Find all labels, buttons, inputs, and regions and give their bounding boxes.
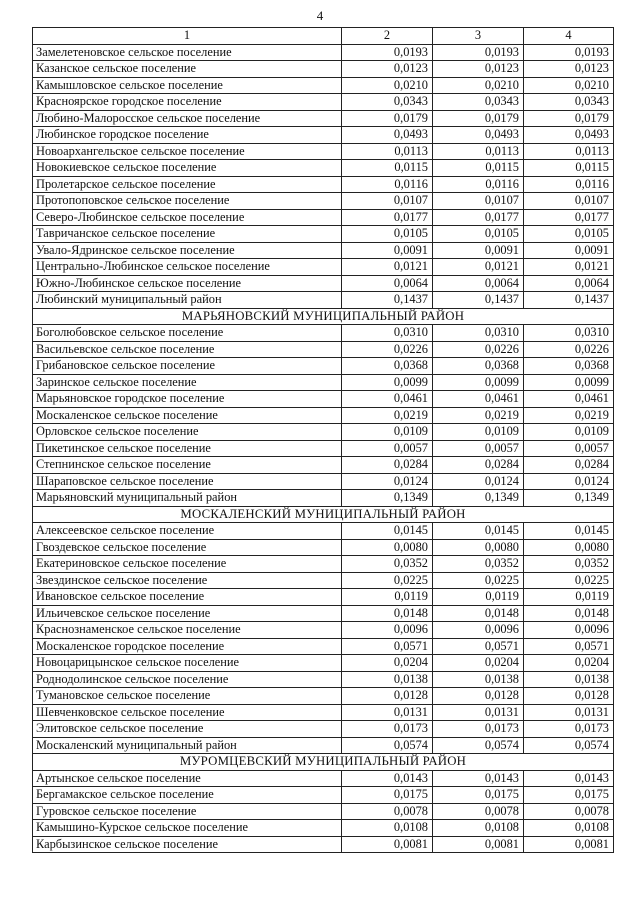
table-row — [33, 374, 614, 391]
section-title: МАРЬЯНОВСКИЙ МУНИЦИПАЛЬНЫЙ РАЙОН — [33, 308, 614, 325]
section-header-row — [33, 506, 614, 523]
value-cell-col-2: 0,0078 — [342, 803, 433, 820]
value-cell-col-4: 0,0225 — [524, 572, 614, 589]
table-row — [33, 457, 614, 474]
value-cell-col-2: 0,0091 — [342, 242, 433, 259]
value-cell-col-2: 0,0109 — [342, 424, 433, 441]
value-cell-col-3: 0,0310 — [433, 325, 524, 342]
value-cell-col-3: 0,0138 — [433, 671, 524, 688]
value-cell-col-4: 0,0108 — [524, 820, 614, 837]
value-cell-col-3: 0,0109 — [433, 424, 524, 441]
value-cell-col-4: 0,0574 — [524, 737, 614, 754]
value-cell-col-3: 0,0143 — [433, 770, 524, 787]
table-row — [33, 655, 614, 672]
settlement-name-cell: Центрально-Любинское сельское поселение — [33, 259, 342, 276]
value-cell-col-4: 0,0177 — [524, 209, 614, 226]
settlement-name-cell: Степнинское сельское поселение — [33, 457, 342, 474]
table-row — [33, 704, 614, 721]
value-cell-col-3: 0,0105 — [433, 226, 524, 243]
value-cell-col-2: 0,0107 — [342, 193, 433, 210]
value-cell-col-4: 0,0143 — [524, 770, 614, 787]
value-cell-col-4: 0,0096 — [524, 622, 614, 639]
value-cell-col-2: 0,0119 — [342, 589, 433, 606]
value-cell-col-4: 0,1349 — [524, 490, 614, 507]
table-row — [33, 721, 614, 738]
page-number: 4 — [316, 8, 324, 23]
settlement-name-cell: Новоцарицынское сельское поселение — [33, 655, 342, 672]
value-cell-col-3: 0,0461 — [433, 391, 524, 408]
value-cell-col-2: 0,0173 — [342, 721, 433, 738]
value-cell-col-2: 0,0138 — [342, 671, 433, 688]
value-cell-col-4: 0,0219 — [524, 407, 614, 424]
settlement-name-cell: Северо-Любинское сельское поселение — [33, 209, 342, 226]
value-cell-col-3: 0,0571 — [433, 638, 524, 655]
settlement-name-cell: Бергамакское сельское поселение — [33, 787, 342, 804]
table-row — [33, 94, 614, 111]
table-row — [33, 160, 614, 177]
value-cell-col-3: 0,0574 — [433, 737, 524, 754]
settlement-name-cell: Любинский муниципальный район — [33, 292, 342, 309]
value-cell-col-3: 0,0193 — [433, 44, 524, 61]
settlement-name-cell: Карбызинское сельское поселение — [33, 836, 342, 853]
value-cell-col-2: 0,0081 — [342, 836, 433, 853]
settlement-name-cell: Шевченковское сельское поселение — [33, 704, 342, 721]
table-row — [33, 391, 614, 408]
settlement-name-cell: Грибановское сельское поселение — [33, 358, 342, 375]
value-cell-col-3: 0,0493 — [433, 127, 524, 144]
value-cell-col-2: 0,1349 — [342, 490, 433, 507]
value-cell-col-2: 0,0108 — [342, 820, 433, 837]
value-cell-col-2: 0,0493 — [342, 127, 433, 144]
settlement-name-cell: Васильевское сельское поселение — [33, 341, 342, 358]
value-cell-col-2: 0,0123 — [342, 61, 433, 78]
value-cell-col-3: 0,0210 — [433, 77, 524, 94]
table-row — [33, 589, 614, 606]
value-cell-col-4: 0,0284 — [524, 457, 614, 474]
value-cell-col-4: 0,0099 — [524, 374, 614, 391]
value-cell-col-2: 0,0099 — [342, 374, 433, 391]
settlement-name-cell: Москаленское сельское поселение — [33, 407, 342, 424]
value-cell-col-3: 0,0352 — [433, 556, 524, 573]
value-cell-col-2: 0,0113 — [342, 143, 433, 160]
settlement-name-cell: Боголюбовское сельское поселение — [33, 325, 342, 342]
settlement-name-cell: Новоархангельское сельское поселение — [33, 143, 342, 160]
table-row — [33, 490, 614, 507]
value-cell-col-4: 0,0123 — [524, 61, 614, 78]
column-header-4: 4 — [524, 28, 614, 45]
table-row — [33, 605, 614, 622]
value-cell-col-4: 0,0116 — [524, 176, 614, 193]
value-cell-col-2: 0,0368 — [342, 358, 433, 375]
value-cell-col-2: 0,0105 — [342, 226, 433, 243]
value-cell-col-4: 0,0107 — [524, 193, 614, 210]
value-cell-col-4: 0,0493 — [524, 127, 614, 144]
settlement-name-cell: Замелетеновское сельское поселение — [33, 44, 342, 61]
value-cell-col-2: 0,0571 — [342, 638, 433, 655]
table-row — [33, 622, 614, 639]
value-cell-col-3: 0,1349 — [433, 490, 524, 507]
value-cell-col-4: 0,0571 — [524, 638, 614, 655]
table-row — [33, 787, 614, 804]
value-cell-col-3: 0,0368 — [433, 358, 524, 375]
value-cell-col-3: 0,0173 — [433, 721, 524, 738]
value-cell-col-4: 0,0461 — [524, 391, 614, 408]
settlement-name-cell: Камышино-Курское сельское поселение — [33, 820, 342, 837]
value-cell-col-2: 0,0131 — [342, 704, 433, 721]
value-cell-col-4: 0,0193 — [524, 44, 614, 61]
value-cell-col-4: 0,0124 — [524, 473, 614, 490]
table-row — [33, 556, 614, 573]
table-row — [33, 61, 614, 78]
value-cell-col-3: 0,0124 — [433, 473, 524, 490]
table-row — [33, 275, 614, 292]
settlement-name-cell: Любино-Малоросское сельское поселение — [33, 110, 342, 127]
settlement-name-cell: Казанское сельское поселение — [33, 61, 342, 78]
settlement-name-cell: Артынское сельское поселение — [33, 770, 342, 787]
settlement-name-cell: Краснознаменское сельское поселение — [33, 622, 342, 639]
value-cell-col-2: 0,0124 — [342, 473, 433, 490]
value-cell-col-2: 0,0116 — [342, 176, 433, 193]
value-cell-col-3: 0,0064 — [433, 275, 524, 292]
table-row — [33, 671, 614, 688]
table-row — [33, 572, 614, 589]
table-row — [33, 770, 614, 787]
value-cell-col-4: 0,0057 — [524, 440, 614, 457]
settlement-name-cell: Ильичевское сельское поселение — [33, 605, 342, 622]
value-cell-col-4: 0,0343 — [524, 94, 614, 111]
value-cell-col-3: 0,0081 — [433, 836, 524, 853]
table-row — [33, 424, 614, 441]
table-body — [33, 28, 614, 853]
value-cell-col-3: 0,0284 — [433, 457, 524, 474]
value-cell-col-4: 0,0078 — [524, 803, 614, 820]
value-cell-col-2: 0,0352 — [342, 556, 433, 573]
table-row — [33, 226, 614, 243]
value-cell-col-3: 0,0107 — [433, 193, 524, 210]
value-cell-col-2: 0,0121 — [342, 259, 433, 276]
value-cell-col-3: 0,0226 — [433, 341, 524, 358]
value-cell-col-2: 0,0310 — [342, 325, 433, 342]
value-cell-col-4: 0,0105 — [524, 226, 614, 243]
value-cell-col-4: 0,0080 — [524, 539, 614, 556]
table-row — [33, 638, 614, 655]
value-cell-col-2: 0,0284 — [342, 457, 433, 474]
table-row — [33, 259, 614, 276]
column-header-1: 1 — [33, 28, 342, 45]
settlement-name-cell: Гвоздевское сельское поселение — [33, 539, 342, 556]
value-cell-col-3: 0,1437 — [433, 292, 524, 309]
table-row — [33, 77, 614, 94]
value-cell-col-3: 0,0119 — [433, 589, 524, 606]
value-cell-col-3: 0,0108 — [433, 820, 524, 837]
table-row — [33, 325, 614, 342]
value-cell-col-2: 0,0145 — [342, 523, 433, 540]
value-cell-col-2: 0,0177 — [342, 209, 433, 226]
value-cell-col-3: 0,0343 — [433, 94, 524, 111]
value-cell-col-4: 0,0119 — [524, 589, 614, 606]
value-cell-col-3: 0,0078 — [433, 803, 524, 820]
value-cell-col-3: 0,0204 — [433, 655, 524, 672]
settlement-name-cell: Звездинское сельское поселение — [33, 572, 342, 589]
value-cell-col-3: 0,0148 — [433, 605, 524, 622]
table-header-row — [33, 28, 614, 45]
table-row — [33, 176, 614, 193]
table-row — [33, 737, 614, 754]
value-cell-col-4: 0,0204 — [524, 655, 614, 672]
section-header-row — [33, 308, 614, 325]
value-cell-col-4: 0,0226 — [524, 341, 614, 358]
value-cell-col-3: 0,0115 — [433, 160, 524, 177]
value-cell-col-4: 0,0064 — [524, 275, 614, 292]
value-cell-col-2: 0,0219 — [342, 407, 433, 424]
value-cell-col-3: 0,0080 — [433, 539, 524, 556]
table-row — [33, 440, 614, 457]
settlement-name-cell: Тавричанское сельское поселение — [33, 226, 342, 243]
value-cell-col-3: 0,0225 — [433, 572, 524, 589]
table-row — [33, 407, 614, 424]
settlement-name-cell: Южно-Любинское сельское поселение — [33, 275, 342, 292]
table-row — [33, 193, 614, 210]
value-cell-col-2: 0,0225 — [342, 572, 433, 589]
value-cell-col-3: 0,0116 — [433, 176, 524, 193]
value-cell-col-2: 0,0057 — [342, 440, 433, 457]
table-row — [33, 209, 614, 226]
value-cell-col-2: 0,0080 — [342, 539, 433, 556]
value-cell-col-2: 0,0574 — [342, 737, 433, 754]
value-cell-col-3: 0,0091 — [433, 242, 524, 259]
settlement-name-cell: Москаленский муниципальный район — [33, 737, 342, 754]
table-row — [33, 836, 614, 853]
value-cell-col-4: 0,0115 — [524, 160, 614, 177]
value-cell-col-2: 0,0175 — [342, 787, 433, 804]
table-row — [33, 688, 614, 705]
table-row — [33, 292, 614, 309]
value-cell-col-3: 0,0175 — [433, 787, 524, 804]
settlement-name-cell: Красноярское городское поселение — [33, 94, 342, 111]
section-title: МУРОМЦЕВСКИЙ МУНИЦИПАЛЬНЫЙ РАЙОН — [33, 754, 614, 771]
value-cell-col-4: 0,0091 — [524, 242, 614, 259]
value-cell-col-4: 0,0145 — [524, 523, 614, 540]
value-cell-col-4: 0,0121 — [524, 259, 614, 276]
value-cell-col-4: 0,0138 — [524, 671, 614, 688]
value-cell-col-2: 0,0115 — [342, 160, 433, 177]
table-row — [33, 242, 614, 259]
value-cell-col-4: 0,0131 — [524, 704, 614, 721]
value-cell-col-4: 0,0148 — [524, 605, 614, 622]
settlement-name-cell: Орловское сельское поселение — [33, 424, 342, 441]
table-row — [33, 127, 614, 144]
settlement-name-cell: Марьяновское городское поселение — [33, 391, 342, 408]
table-row — [33, 143, 614, 160]
value-cell-col-3: 0,0219 — [433, 407, 524, 424]
value-cell-col-2: 0,1437 — [342, 292, 433, 309]
table-row — [33, 473, 614, 490]
value-cell-col-2: 0,0143 — [342, 770, 433, 787]
settlement-name-cell: Увало-Ядринское сельское поселение — [33, 242, 342, 259]
value-cell-col-2: 0,0179 — [342, 110, 433, 127]
settlements-table — [32, 27, 614, 853]
settlement-name-cell: Гуровское сельское поселение — [33, 803, 342, 820]
settlement-name-cell: Москаленское городское поселение — [33, 638, 342, 655]
value-cell-col-4: 0,0179 — [524, 110, 614, 127]
table-row — [33, 110, 614, 127]
value-cell-col-4: 0,0310 — [524, 325, 614, 342]
section-title: МОСКАЛЕНСКИЙ МУНИЦИПАЛЬНЫЙ РАЙОН — [33, 506, 614, 523]
settlement-name-cell: Ивановское сельское поселение — [33, 589, 342, 606]
settlement-name-cell: Элитовское сельское поселение — [33, 721, 342, 738]
value-cell-col-4: 0,1437 — [524, 292, 614, 309]
value-cell-col-4: 0,0210 — [524, 77, 614, 94]
settlement-name-cell: Марьяновский муниципальный район — [33, 490, 342, 507]
value-cell-col-4: 0,0173 — [524, 721, 614, 738]
table-row — [33, 803, 614, 820]
value-cell-col-3: 0,0057 — [433, 440, 524, 457]
settlement-name-cell: Камышловское сельское поселение — [33, 77, 342, 94]
table-row — [33, 820, 614, 837]
settlement-name-cell: Екатериновское сельское поселение — [33, 556, 342, 573]
value-cell-col-3: 0,0179 — [433, 110, 524, 127]
settlement-name-cell: Алексеевское сельское поселение — [33, 523, 342, 540]
value-cell-col-2: 0,0210 — [342, 77, 433, 94]
value-cell-col-4: 0,0081 — [524, 836, 614, 853]
column-header-3: 3 — [433, 28, 524, 45]
value-cell-col-2: 0,0204 — [342, 655, 433, 672]
value-cell-col-2: 0,0461 — [342, 391, 433, 408]
settlement-name-cell: Протопоповское сельское поселение — [33, 193, 342, 210]
value-cell-col-3: 0,0177 — [433, 209, 524, 226]
settlement-name-cell: Новокиевское сельское поселение — [33, 160, 342, 177]
value-cell-col-3: 0,0121 — [433, 259, 524, 276]
settlement-name-cell: Любинское городское поселение — [33, 127, 342, 144]
section-header-row — [33, 754, 614, 771]
settlement-name-cell: Пролетарское сельское поселение — [33, 176, 342, 193]
table-row — [33, 44, 614, 61]
value-cell-col-3: 0,0131 — [433, 704, 524, 721]
value-cell-col-4: 0,0175 — [524, 787, 614, 804]
value-cell-col-2: 0,0096 — [342, 622, 433, 639]
value-cell-col-3: 0,0128 — [433, 688, 524, 705]
settlement-name-cell: Шараповское сельское поселение — [33, 473, 342, 490]
value-cell-col-2: 0,0226 — [342, 341, 433, 358]
value-cell-col-2: 0,0064 — [342, 275, 433, 292]
value-cell-col-2: 0,0193 — [342, 44, 433, 61]
value-cell-col-3: 0,0099 — [433, 374, 524, 391]
settlement-name-cell: Пикетинское сельское поселение — [33, 440, 342, 457]
value-cell-col-4: 0,0109 — [524, 424, 614, 441]
settlement-name-cell: Тумановское сельское поселение — [33, 688, 342, 705]
table-row — [33, 358, 614, 375]
value-cell-col-3: 0,0145 — [433, 523, 524, 540]
table-row — [33, 539, 614, 556]
settlement-name-cell: Роднодолинское сельское поселение — [33, 671, 342, 688]
value-cell-col-2: 0,0343 — [342, 94, 433, 111]
value-cell-col-4: 0,0368 — [524, 358, 614, 375]
value-cell-col-2: 0,0148 — [342, 605, 433, 622]
table-row — [33, 523, 614, 540]
value-cell-col-4: 0,0128 — [524, 688, 614, 705]
value-cell-col-3: 0,0096 — [433, 622, 524, 639]
value-cell-col-4: 0,0113 — [524, 143, 614, 160]
settlement-name-cell: Заринское сельское поселение — [33, 374, 342, 391]
column-header-2: 2 — [342, 28, 433, 45]
value-cell-col-3: 0,0113 — [433, 143, 524, 160]
value-cell-col-2: 0,0128 — [342, 688, 433, 705]
value-cell-col-4: 0,0352 — [524, 556, 614, 573]
value-cell-col-3: 0,0123 — [433, 61, 524, 78]
table-row — [33, 341, 614, 358]
